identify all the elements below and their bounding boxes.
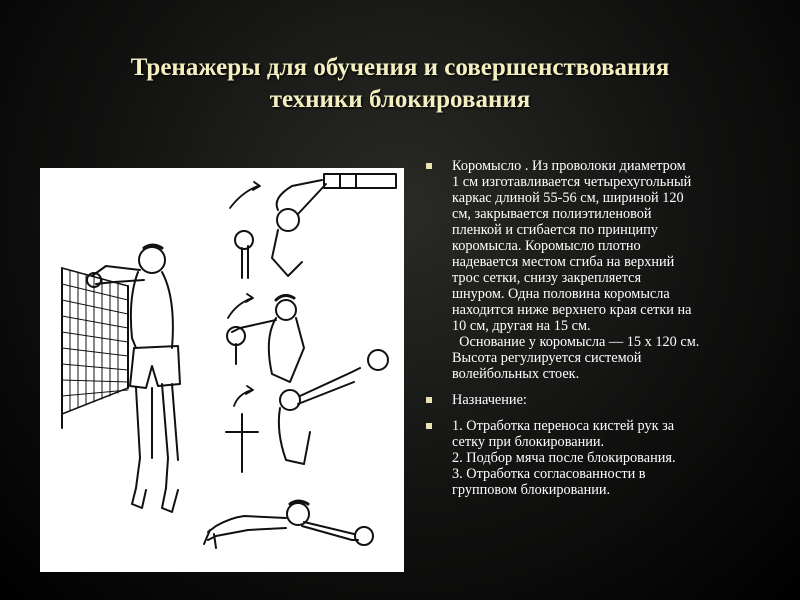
title-line-1: Тренажеры для обучения и совершенствования <box>130 54 670 81</box>
bullet-3-line-2: сетку при блокировании. <box>452 434 605 450</box>
bullet-1-line-14: волейбольных стоек. <box>452 366 580 382</box>
bullet-1-line-4: см, закрывается полиэтиленовой <box>452 206 652 222</box>
bullet-1-line-8: трос сетки, снизу закрепляется <box>452 270 642 286</box>
slide-title <box>20 52 780 116</box>
bullet-marker <box>426 397 432 403</box>
bullet-1-line-5: пленкой и сгибается по принципу <box>452 222 658 238</box>
bullet-3-line-5: групповом блокировании. <box>452 482 611 498</box>
bullet-item-purpose <box>426 392 766 408</box>
bullet-marker <box>426 423 432 429</box>
bullet-item-exercises <box>426 418 766 498</box>
bullet-1-line-10: находится ниже верхнего края сетки на <box>452 302 692 318</box>
volleyball-net <box>62 268 128 428</box>
bullet-3-line-1: 1. Отработка переноса кистей рук за <box>452 418 675 434</box>
bullet-1-line-2: 1 см изготавливается четырехугольный <box>452 174 692 190</box>
bullet-1-line-1: Коромысло . Из проволоки диаметром <box>452 158 686 174</box>
blocking-player-figure <box>87 245 180 512</box>
bullet-2-line-1: Назначение: <box>452 392 527 408</box>
bullet-1-line-3: каркас длиной 55-56 см, шириной 120 <box>452 190 684 206</box>
bullet-1-line-6: коромысла. Коромысло плотно <box>452 238 641 254</box>
bullet-1-line-9: шнуром. Одна половина коромысла <box>452 286 670 302</box>
figure-bottom-diving <box>204 501 373 548</box>
illustration-drawing <box>40 168 404 572</box>
bullet-1-line-7: надевается местом сгиба на верхний <box>452 254 675 270</box>
title-line-2: техники блокирования <box>269 86 531 113</box>
bullet-1-line-11: 10 см, другая на 15 см. <box>452 318 591 334</box>
bullet-3-line-4: 3. Отработка согласованности в <box>452 466 646 482</box>
training-illustration <box>40 168 404 572</box>
figure-top-right <box>230 174 396 278</box>
bullet-marker <box>426 163 432 169</box>
bullet-1-line-12: Основание у коромысла — 15 х 120 см. <box>452 334 700 350</box>
bullet-1-line-13: Высота регулируется системой <box>452 350 642 366</box>
figure-middle-right <box>227 294 304 382</box>
bullet-3-line-3: 2. Подбор мяча после блокирования. <box>452 450 676 466</box>
description-list <box>426 158 766 508</box>
figure-lower-right <box>226 350 388 472</box>
bullet-item-kоromyslo <box>426 158 766 382</box>
